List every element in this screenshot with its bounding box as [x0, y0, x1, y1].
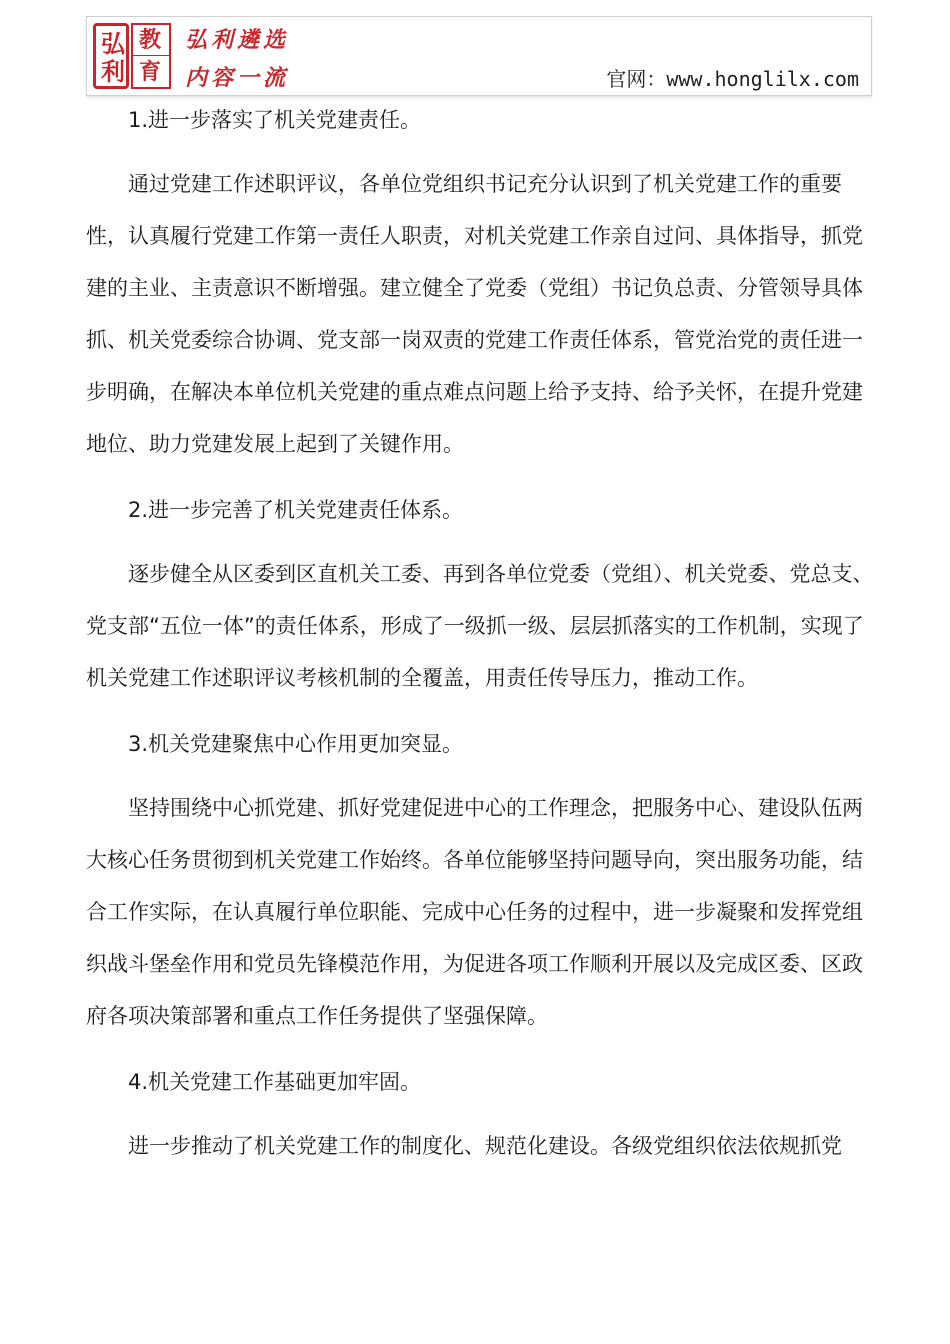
logo-char-3: 教	[139, 27, 162, 53]
logo-seal-red	[93, 23, 129, 89]
site-url[interactable]: 官网：www.honglilx.com	[606, 67, 859, 91]
page-header	[86, 16, 872, 96]
section-heading-3: 3.机关党建聚焦中心作用更加突显。	[128, 732, 464, 756]
section-heading-2: 2.进一步完善了机关党建责任体系。	[128, 498, 464, 522]
section-body-1: 通过党建工作述职评议，各单位党组织书记充分认识到了机关党建工作的重要性，认真履行党建工作第一责任人职责，对机关党建工作亲自过问、具体指导，抓党建的主业、主责意识不断增强。建立健全了党委（党组）书记负总责、分管领导具体抓、机关党委综合协调、党支部一岗双责的党建工作责任体系，管党治党的责任进一步明确，在解决本单位机关党建的重点难点问题上给予支持、给予关怀，在提升党建地位、助力党建发展上起到了关键作用。	[86, 172, 863, 456]
slogan-line-1: 弘利遴选	[185, 27, 290, 53]
section-body-4: 进一步推动了机关党建工作的制度化、规范化建设。各级党组织依法依规抓党	[128, 1134, 842, 1158]
logo-seal-grid	[131, 23, 171, 89]
section-heading-1: 1.进一步落实了机关党建责任。	[128, 108, 422, 132]
logo-char-4: 育	[139, 59, 162, 85]
logo-char-1: 弘	[101, 29, 125, 58]
slogan-line-2: 内容一流	[185, 65, 290, 91]
logo-char-2: 利	[101, 57, 125, 86]
section-heading-4: 4.机关党建工作基础更加牢固。	[128, 1070, 422, 1094]
logo	[93, 23, 173, 91]
section-body-2: 逐步健全从区委到区直机关工委、再到各单位党委（党组）、机关党委、党总支、党支部“五位一体”的责任体系，形成了一级抓一级、层层抓落实的工作机制，实现了机关党建工作述职评议考核机制的全覆盖，用责任传导压力，推动工作。	[86, 562, 874, 690]
section-body-3: 坚持围绕中心抓党建、抓好党建促进中心的工作理念，把服务中心、建设队伍两大核心任务贯彻到机关党建工作始终。各单位能够坚持问题导向，突出服务功能，结合工作实际，在认真履行单位职能、完成中心任务的过程中，进一步凝聚和发挥党组织战斗堡垒作用和党员先锋模范作用，为促进各项工作顺利开展以及完成区委、区政府各项决策部署和重点工作任务提供了坚强保障。	[86, 796, 863, 1028]
